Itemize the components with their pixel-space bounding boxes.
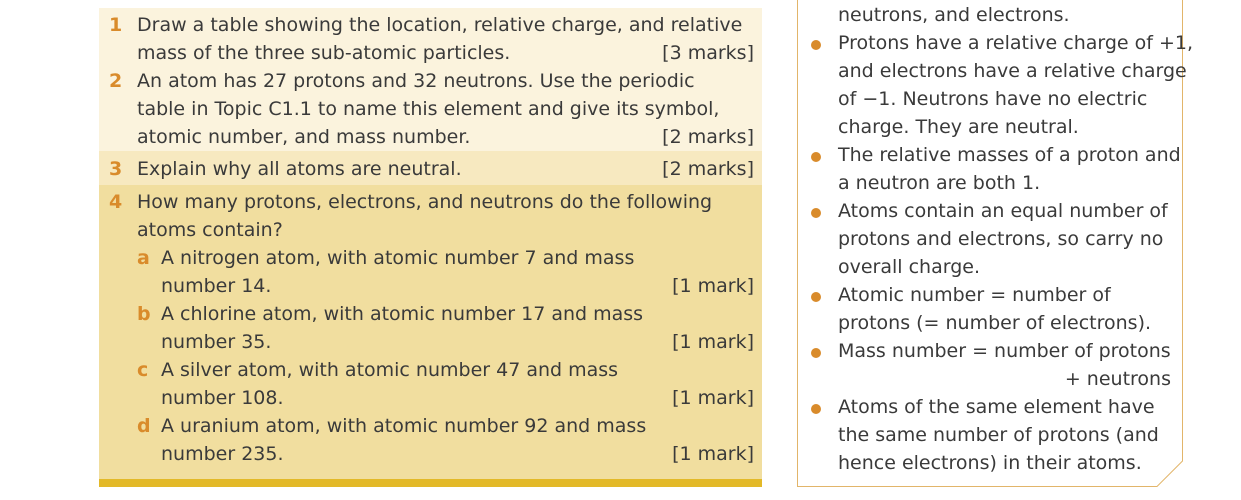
summary-bullet-5-line-1: Mass number = number of protons bbox=[838, 340, 1171, 362]
summary-bullet-3-line-1: Atoms contain an equal number of bbox=[838, 200, 1168, 222]
question-4a-letter: a bbox=[137, 247, 150, 269]
bullet-dot-icon bbox=[811, 152, 821, 162]
summary-bullet-6-line-3: hence electrons) in their atoms. bbox=[838, 452, 1142, 474]
questions-panel bbox=[99, 8, 762, 479]
bullet-dot-icon bbox=[811, 292, 821, 302]
question-2-line-1: An atom has 27 protons and 32 neutrons. Use the periodic bbox=[137, 70, 695, 92]
question-4a-marks: [1 mark] bbox=[672, 275, 754, 297]
summary-bullet-5-line-2: + neutrons bbox=[1064, 368, 1171, 390]
question-4a-line-1: A nitrogen atom, with atomic number 7 and mass bbox=[161, 247, 635, 269]
question-2-number: 2 bbox=[109, 70, 123, 92]
bullet-dot-icon bbox=[811, 40, 821, 50]
question-4b-letter: b bbox=[137, 303, 151, 325]
summary-bullet-3-line-3: overall charge. bbox=[838, 256, 981, 278]
question-4b-marks: [1 mark] bbox=[672, 331, 754, 353]
summary-bullet-1-line-1: Protons have a relative charge of +1, bbox=[838, 32, 1194, 54]
question-4c-line-1: A silver atom, with atomic number 47 and mass bbox=[161, 359, 619, 381]
question-4b-line-2: number 35. bbox=[161, 331, 272, 353]
question-1-number: 1 bbox=[109, 14, 123, 36]
summary-bullet-2-line-2: a neutron are both 1. bbox=[838, 172, 1041, 194]
question-4-line-1: How many protons, electrons, and neutrons do the following bbox=[137, 191, 713, 213]
summary-bullet-6-line-1: Atoms of the same element have bbox=[838, 396, 1155, 418]
summary-panel bbox=[797, 0, 1194, 487]
summary-bullet-1-line-3: of −1. Neutrons have no electric bbox=[838, 88, 1148, 110]
summary-bullet-3-line-2: protons and electrons, so carry no bbox=[838, 228, 1164, 250]
summary-bullet-4-line-1: Atomic number = number of bbox=[838, 284, 1111, 306]
question-2-line-2: table in Topic C1.1 to name this element and give its symbol, bbox=[137, 98, 720, 120]
question-2-marks: [2 marks] bbox=[662, 126, 754, 148]
question-4d-marks: [1 mark] bbox=[672, 443, 754, 465]
question-3-number: 3 bbox=[109, 158, 123, 180]
question-4b-line-1: A chlorine atom, with atomic number 17 and mass bbox=[161, 303, 644, 325]
question-3-line-1: Explain why all atoms are neutral. bbox=[137, 158, 462, 180]
question-4c-line-2: number 108. bbox=[161, 387, 284, 409]
question-2-line-3: atomic number, and mass number. bbox=[137, 126, 471, 148]
question-1-marks: [3 marks] bbox=[662, 42, 754, 64]
summary-continued-line: neutrons, and electrons. bbox=[838, 4, 1070, 26]
question-4d-letter: d bbox=[137, 415, 151, 437]
summary-bullet-2-line-1: The relative masses of a proton and bbox=[838, 144, 1181, 166]
question-1-line-1: Draw a table showing the location, relative charge, and relative bbox=[137, 14, 743, 36]
question-4-number: 4 bbox=[109, 191, 123, 213]
bullet-dot-icon bbox=[811, 404, 821, 414]
summary-bullet-1-line-2: and electrons have a relative charge bbox=[838, 60, 1187, 82]
summary-bullet-1-line-4: charge. They are neutral. bbox=[838, 116, 1079, 138]
bullet-dot-icon bbox=[811, 208, 821, 218]
question-4c-marks: [1 mark] bbox=[672, 387, 754, 409]
question-3-marks: [2 marks] bbox=[662, 158, 754, 180]
question-4c-letter: c bbox=[137, 359, 149, 381]
bullet-dot-icon bbox=[811, 348, 821, 358]
question-4-line-2: atoms contain? bbox=[137, 219, 283, 241]
summary-bullet-6-line-2: the same number of protons (and bbox=[838, 424, 1159, 446]
question-4a-line-2: number 14. bbox=[161, 275, 272, 297]
summary-bullet-4-line-2: protons (= number of electrons). bbox=[838, 312, 1152, 334]
question-4d-line-2: number 235. bbox=[161, 443, 284, 465]
questions-bottom-bar bbox=[99, 479, 762, 487]
question-1-line-2: mass of the three sub-atomic particles. bbox=[137, 42, 511, 64]
question-4d-line-1: A uranium atom, with atomic number 92 and mass bbox=[161, 415, 647, 437]
